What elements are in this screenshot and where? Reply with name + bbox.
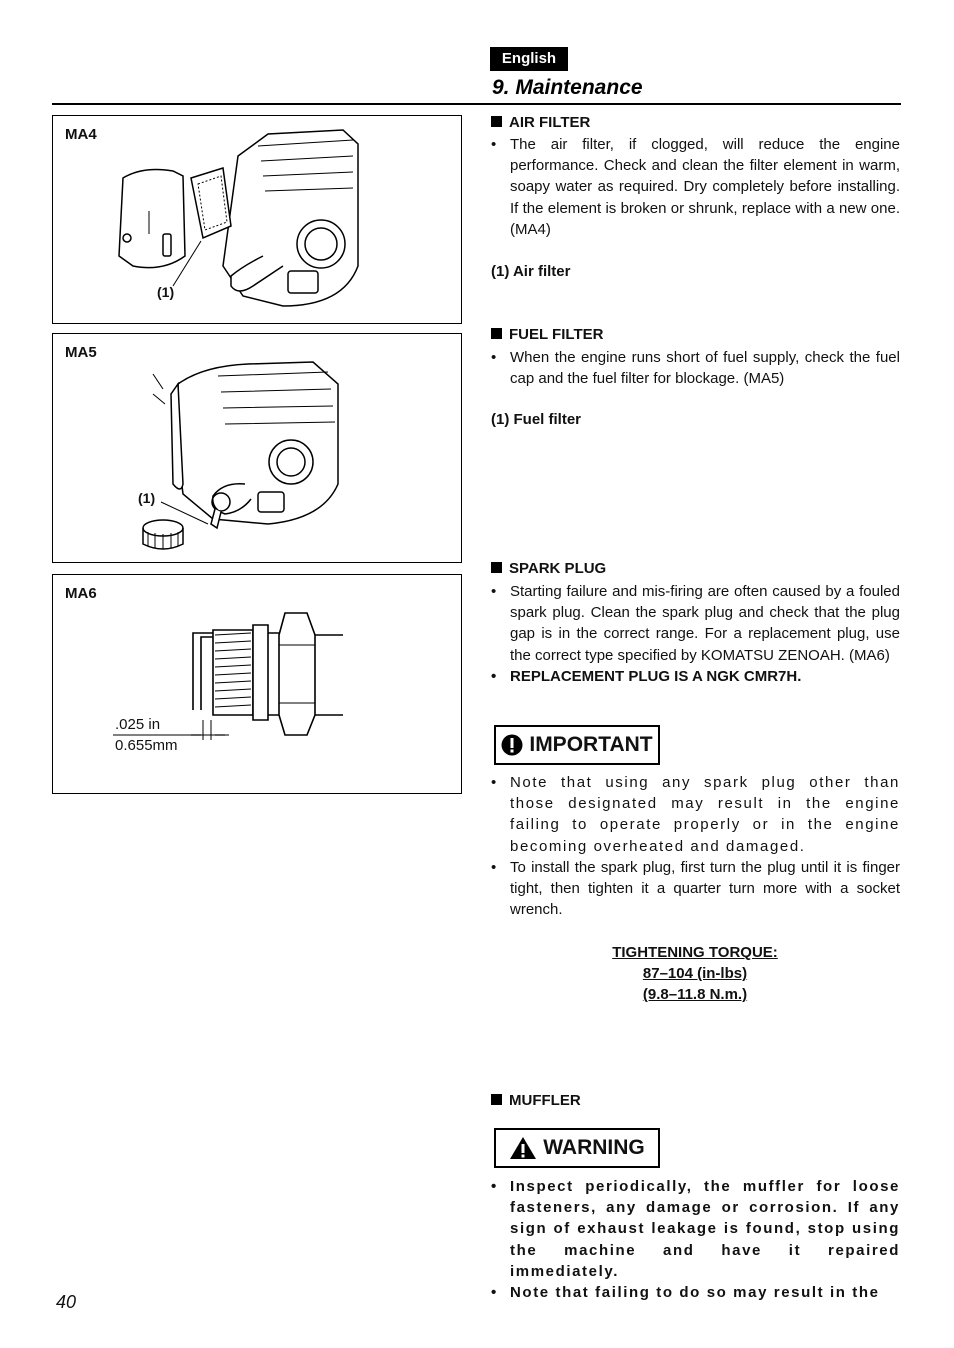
figure-ma6-label: MA6 <box>65 585 97 602</box>
air-filter-heading <box>491 114 590 131</box>
replacement-plug-note: • REPLACEMENT PLUG IS A NGK CMR7H. <box>491 666 900 687</box>
figure-ma5 <box>52 333 462 563</box>
exclamation-circle-icon <box>501 734 523 756</box>
warning-label: WARNING <box>543 1136 645 1159</box>
spark-plug-notes <box>491 772 900 920</box>
fuel-filter-heading-text: FUEL FILTER <box>509 326 604 343</box>
fuel-filter-caption: (1) Fuel filter <box>491 411 582 428</box>
gap-millimeters: 0.655mm <box>115 737 178 754</box>
spark-plug-body <box>491 581 900 687</box>
square-bullet-icon <box>491 1094 502 1105</box>
square-bullet-icon <box>491 116 502 127</box>
fuel-filter-body <box>491 347 900 389</box>
air-filter-illustration <box>53 116 463 325</box>
spark-plug-heading <box>491 560 606 577</box>
square-bullet-icon <box>491 328 502 339</box>
spark-plug-note-1: • Note that using any spark plug other than those designated may result in the engine failing to operate properly or in the engine becoming overheated and damaged. <box>491 772 900 857</box>
spark-plug-note-2: • To install the spark plug, first turn the plug until it is finger tight, then tighten it a quarter turn more with a socket wrench. <box>491 857 900 921</box>
square-bullet-icon <box>491 562 502 573</box>
language-badge: English <box>490 47 568 71</box>
spark-plug-gap-illustration <box>53 575 463 795</box>
spark-plug-heading-text: SPARK PLUG <box>509 560 607 577</box>
air-filter-body <box>491 134 900 240</box>
important-label: IMPORTANT <box>529 733 653 756</box>
figure-ma5-label: MA5 <box>65 344 97 361</box>
torque-in-lbs: 87–104 (in-lbs) <box>642 965 748 982</box>
important-box <box>494 725 660 765</box>
figure-ma4-callout: (1) <box>157 284 175 300</box>
spark-plug-text: • Starting failure and mis-firing are often caused by a fouled spark plug. Clean the spark plug and check that the plug gap is in the correct range. For a replacement plug, use the correct type specified by KOMATSU ZENOAH. (MA6) <box>491 581 900 666</box>
muffler-warnings <box>491 1176 900 1303</box>
torque-nm: (9.8–11.8 N.m.) <box>642 986 748 1003</box>
tightening-torque <box>560 942 830 1005</box>
muffler-warning-1: • Inspect periodically, the muffler for loose fasteners, any damage or corrosion. If any sign of exhaust leakage is found, stop using the machine and have it repaired immediately. <box>491 1176 900 1282</box>
gap-inches: .025 in <box>115 716 161 733</box>
page-number: 40 <box>56 1292 77 1312</box>
figure-ma4 <box>52 115 462 324</box>
figure-ma5-callout: (1) <box>138 490 156 506</box>
header-rule <box>52 103 901 105</box>
section-title: 9. Maintenance <box>492 76 643 99</box>
fuel-filter-illustration <box>53 334 463 564</box>
fuel-filter-text: • When the engine runs short of fuel supply, check the fuel cap and the fuel filter for blockage. (MA5) <box>491 347 900 389</box>
torque-title: TIGHTENING TORQUE: <box>612 944 778 961</box>
warning-box <box>494 1128 660 1168</box>
figure-ma4-label: MA4 <box>65 126 97 143</box>
air-filter-heading-text: AIR FILTER <box>509 114 591 131</box>
air-filter-text: • The air filter, if clogged, will reduce the engine performance. Check and clean the filter element in warm, soapy water as required. Dry completely before installing. If the element is broken or shrunk, replace with a new one. (MA4) <box>491 134 900 240</box>
muffler-heading-text: MUFFLER <box>509 1092 581 1109</box>
muffler-warning-2: • Note that failing to do so may result in the <box>491 1282 900 1303</box>
figure-ma6 <box>52 574 462 794</box>
air-filter-caption: (1) Air filter <box>491 263 571 280</box>
muffler-heading <box>491 1092 581 1109</box>
warning-triangle-icon <box>509 1136 537 1160</box>
fuel-filter-heading <box>491 326 603 343</box>
